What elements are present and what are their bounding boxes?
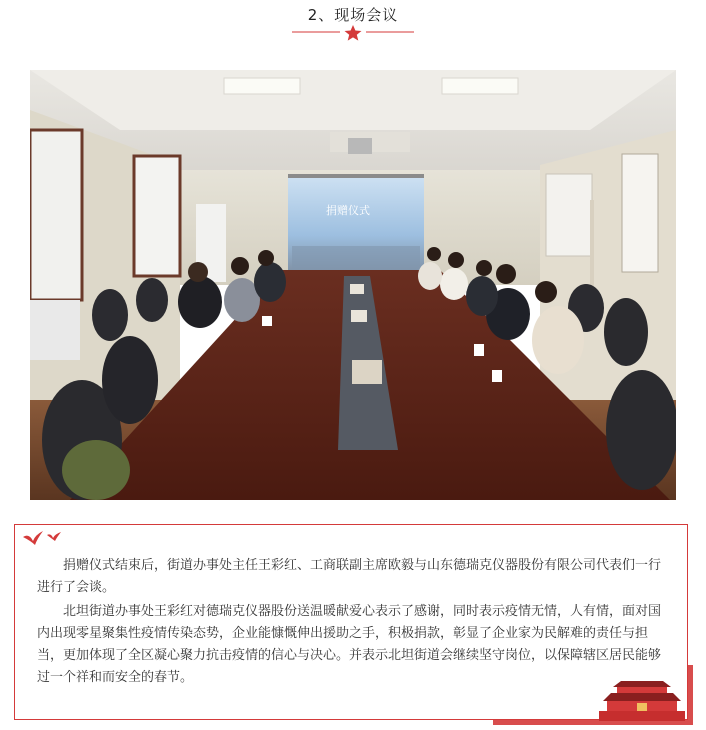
flying-birds-icon xyxy=(21,529,65,553)
section-title: 2、现场会议 xyxy=(307,6,399,24)
meeting-photo xyxy=(30,70,676,500)
screen-text: 捐赠仪式 xyxy=(326,204,370,217)
paragraph-2 xyxy=(37,601,671,689)
paragraph-1-text: 捐赠仪式结束后，街道办事处主任王彩红、工商联副主席欧毅与山东德瑞克仪器股份有限公司代表们一行进行了会谈。 xyxy=(37,558,662,595)
paragraph-2-text: 北坦街道办事处王彩红对德瑞克仪器股份送温暖献爱心表示了感谢，同时表示疫情无情，人有情，面对国内出现零星聚集性疫情传染态势，企业能慷慨伸出援助之手，积极捐款，彰显了企业家为民解难的责任与担当，更加体现了全区凝心聚力抗击疫情的信心与决心。并表示北坦街道会继续坚守岗位，以保障辖区居民能够过一个祥和而安全的春节。 xyxy=(37,604,662,685)
title-divider-star-icon xyxy=(292,24,414,44)
description-box xyxy=(14,524,688,720)
tiananmen-gate-icon xyxy=(599,677,685,721)
paragraph-1 xyxy=(37,555,671,599)
